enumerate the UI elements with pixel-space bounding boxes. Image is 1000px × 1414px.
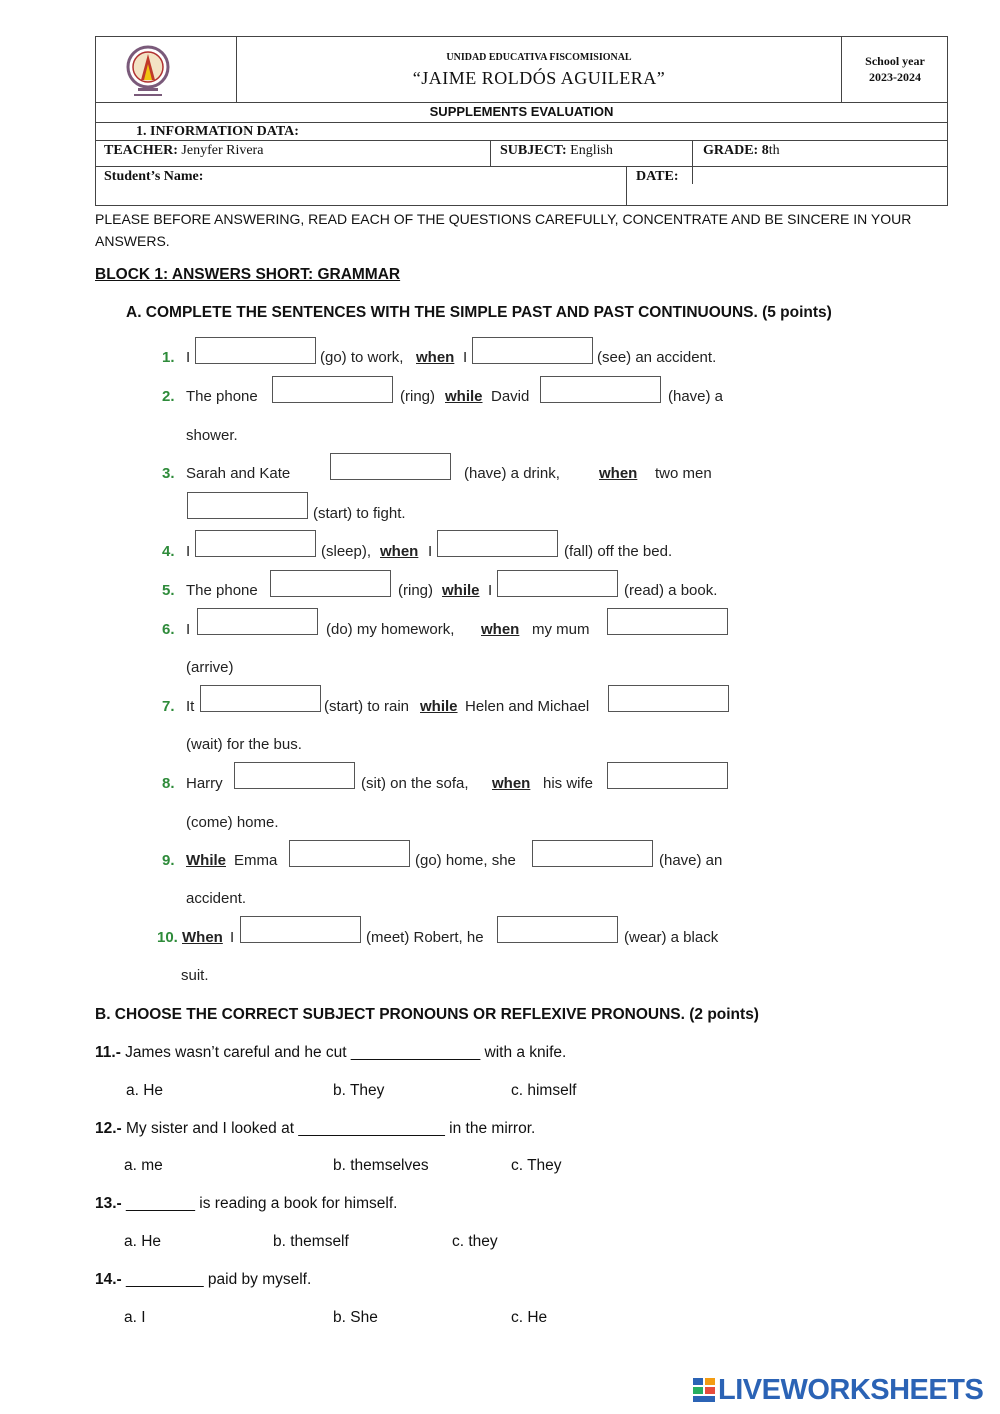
sentence-text: (read) a book. [624,582,718,599]
student-name-label: Student’s Name: [104,169,204,184]
item-number: 1. [162,349,175,366]
sentence-text: I [186,543,191,560]
sentence-text: Emma [234,852,278,869]
sentence-text: my mum [532,621,590,638]
sentence-text: I [186,349,191,366]
option-a[interactable]: a. I [124,1309,146,1326]
item-number: 10. [157,929,178,946]
divider [490,140,491,166]
question-number: 11.- [95,1044,121,1061]
school-year-value: 2023-2024 [869,70,921,84]
sentence-text: (ring) [400,388,436,405]
school-type: UNIDAD EDUCATIVA FISCOMISIONAL [446,52,632,63]
keyword: when [599,465,638,482]
liveworksheets-logo-icon [693,1378,715,1402]
keyword: while [445,388,483,405]
answer-box[interactable] [195,337,316,364]
sentence-text: (sleep), [321,543,372,560]
sentence-text: accident. [186,890,247,907]
answer-box[interactable] [200,685,321,712]
subject-field [500,143,613,159]
question-text: My sister and I looked at _________________ in the mirror. [121,1120,536,1137]
answer-box[interactable] [270,570,391,597]
liveworksheets-brand [693,1374,993,1410]
keyword: when [481,621,520,638]
sentence-text: I [463,349,468,366]
question-text: James wasn’t careful and he cut _______________ with a knife. [120,1044,567,1061]
grade-field [703,143,780,159]
answer-box[interactable] [532,840,653,867]
subject-value: English [570,143,613,158]
option-c[interactable]: c. They [511,1157,562,1174]
question-text: ________ is reading a book for himself. [121,1195,398,1212]
divider [841,36,842,102]
divider [95,140,948,141]
item-number: 7. [162,698,175,715]
item-number: 3. [162,465,175,482]
answer-box[interactable] [472,337,593,364]
item-number: 5. [162,582,175,599]
sentence-text: (ring) [398,582,434,599]
sentence-text: (have) a drink, [464,465,560,482]
divider [692,140,693,184]
answer-box[interactable] [187,492,308,519]
keyword: when [380,543,419,560]
option-a[interactable]: a. He [124,1233,162,1250]
answer-box[interactable] [330,453,451,480]
answer-box[interactable] [497,916,618,943]
sentence-text: (come) home. [186,814,279,831]
sentence-text: Harry [186,775,223,792]
section-b-title: B. CHOOSE THE CORRECT SUBJECT PRONOUNS OR REFLEXIVE PRONOUNS. (2 points) [95,1006,759,1023]
question-13 [95,1195,397,1213]
evaluation-title: SUPPLEMENTS EVALUATION [429,104,614,119]
sentence-text: (do) my homework, [326,621,455,638]
option-c[interactable]: c. himself [511,1082,577,1099]
option-b[interactable]: b. themself [273,1233,349,1250]
item-number: 2. [162,388,175,405]
sentence-text: I [428,543,433,560]
sentence-text: (go) home, she [415,852,516,869]
sentence-text: two men [655,465,712,482]
keyword: while [442,582,480,599]
divider [95,102,948,103]
teacher-label: TEACHER: [104,143,178,158]
keyword: when [492,775,531,792]
answer-box[interactable] [437,530,558,557]
item-number: 6. [162,621,175,638]
brand-text: LIVEWORKSHEETS [718,1374,984,1406]
option-c[interactable]: c. they [452,1233,498,1250]
sentence-text: It [186,698,195,715]
question-11 [95,1044,566,1062]
sentence-text: (meet) Robert, he [366,929,484,946]
answer-box[interactable] [540,376,661,403]
sentence-text: (sit) on the sofa, [361,775,469,792]
divider [626,166,627,206]
item-number: 9. [162,852,175,869]
answer-box[interactable] [234,762,355,789]
grade-label: GRADE: 8 [703,143,769,158]
sentence-text: (start) to rain [324,698,410,715]
sentence-text: The phone [186,388,258,405]
school-name: “JAIME ROLDÓS AGUILERA” [412,68,666,88]
answer-box[interactable] [272,376,393,403]
sentence-text: (wait) for the bus. [186,736,302,753]
instructions: PLEASE BEFORE ANSWERING, READ EACH OF THE QUESTIONS CAREFULLY, CONCENTRATE AND BE SINCERE IN YOUR ANSWERS. [95,211,912,249]
keyword: while [420,698,458,715]
info-section-title: 1. INFORMATION DATA: [136,124,299,139]
option-b[interactable]: b. themselves [333,1157,429,1174]
teacher-value: Jenyfer Rivera [181,143,264,158]
sentence-text: The phone [186,582,258,599]
sentence-text: Helen and Michael [465,698,590,715]
sentence-text: David [491,388,530,405]
answer-box[interactable] [608,685,729,712]
answer-box[interactable] [289,840,410,867]
item-number: 4. [162,543,175,560]
question-number: 14.- [95,1271,122,1288]
sentence-text: I [488,582,493,599]
keyword: when [416,349,455,366]
answer-box[interactable] [240,916,361,943]
sentence-text: (have) a [668,388,724,405]
school-logo [124,40,172,100]
sentence-text: suit. [181,967,209,984]
option-c[interactable]: c. He [511,1309,548,1326]
sentence-text: Sarah and Kate [186,465,291,482]
sentence-text: I [186,621,191,638]
option-b[interactable]: b. They [333,1082,385,1099]
option-a[interactable]: a. He [126,1082,164,1099]
section-a-title: A. COMPLETE THE SENTENCES WITH THE SIMPLE PAST AND PAST CONTINUOUNS. (5 points) [126,304,832,321]
question-text: _________ paid by myself. [121,1271,312,1288]
question-number: 12.- [95,1120,122,1137]
sentence-text: (see) an accident. [597,349,717,366]
answer-box[interactable] [607,762,728,789]
answer-box[interactable] [497,570,618,597]
sentence-text: (wear) a black [624,929,719,946]
keyword: While [186,852,226,869]
keyword: When [182,929,223,946]
question-12 [95,1120,535,1138]
sentence-text: (have) an [659,852,723,869]
sentence-text: (start) to fight. [313,505,406,522]
date-label: DATE: [636,169,679,184]
question-14 [95,1271,311,1289]
grade-suffix: th [768,143,780,158]
subject-label: SUBJECT: [500,143,567,158]
sentence-text: shower. [186,427,238,444]
sentence-text: (fall) off the bed. [564,543,673,560]
option-b[interactable]: b. She [333,1309,378,1326]
item-number: 8. [162,775,175,792]
sentence-text: (arrive) [186,659,234,676]
school-year-label: School year [865,54,925,68]
answer-box[interactable] [607,608,728,635]
divider [95,122,948,123]
option-a[interactable]: a. me [124,1157,163,1174]
sentence-text: I [230,929,235,946]
sentence-text: (go) to work, [320,349,404,366]
sentence-text: his wife [543,775,594,792]
divider [95,166,948,167]
question-number: 13.- [95,1195,122,1212]
answer-box[interactable] [197,608,318,635]
answer-box[interactable] [195,530,316,557]
teacher-field [104,143,263,159]
block-title: BLOCK 1: ANSWERS SHORT: GRAMMAR [95,266,401,283]
